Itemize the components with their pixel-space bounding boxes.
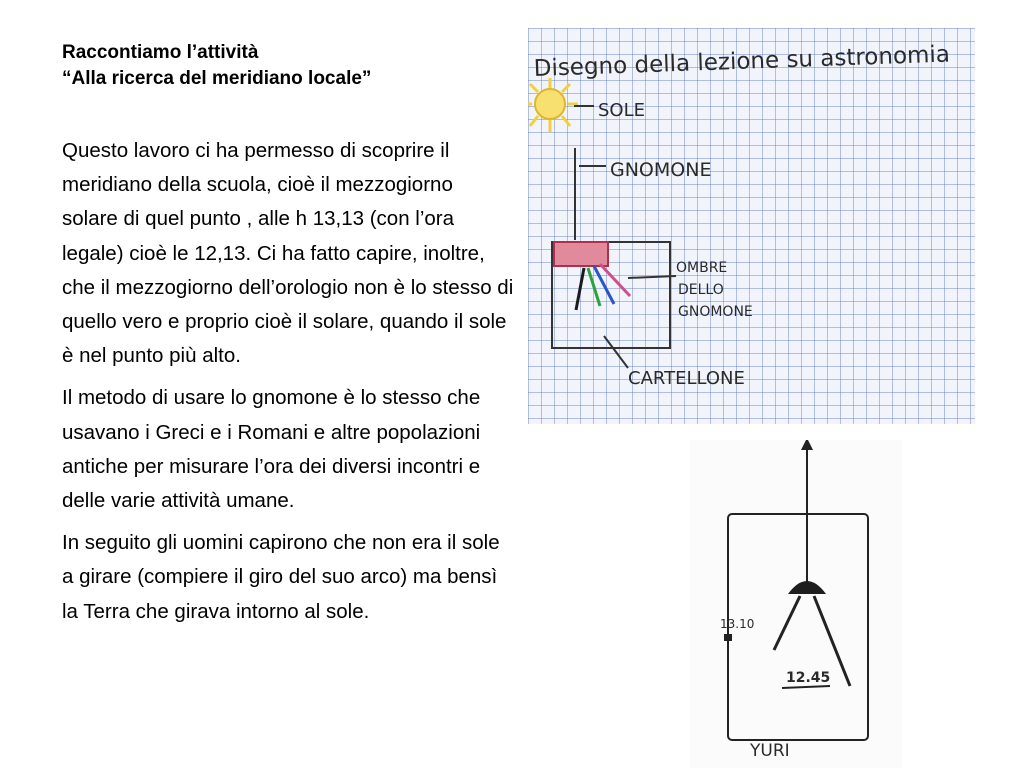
gnomon-shadows: [576, 264, 630, 310]
sundial-drawing-svg: [690, 440, 902, 768]
shadow-line-1: [774, 596, 800, 650]
lesson-drawing-title: Disegno della lezione su astronomia: [533, 41, 951, 82]
shadows-label-3: GNOMONE: [678, 304, 753, 320]
gnomon-dome: [788, 581, 826, 594]
time-label-1: 13.10: [720, 617, 755, 631]
gnomon-base: [554, 242, 608, 266]
slide-title: [62, 40, 512, 92]
time-mark-1: [724, 634, 732, 641]
poster-label: CARTELLONE: [628, 368, 745, 389]
paragraph-3: In seguito gli uomini capirono che non era il sole a girare (compiere il giro del suo arco) ma bensì la Terra che girava intorno al sole.: [62, 531, 500, 623]
sun-label: SOLE: [598, 100, 645, 121]
paragraph-2: Il metodo di usare lo gnomone è lo stesso che usavano i Greci e i Romani e altre popolazioni antiche per misurare l’ora dei diversi incontri e delle varie attività umane.: [62, 386, 481, 513]
time-label-2: 12.45: [786, 670, 831, 686]
lesson-drawing-svg: [528, 28, 975, 424]
slide-title-line-2: “Alla ricerca del meridiano locale”: [62, 68, 372, 89]
gnomon-label: GNOMONE: [610, 159, 712, 181]
arrow-up-icon: [801, 440, 813, 450]
sun-icon: [528, 78, 578, 132]
shadows-label-1: OMBRE: [676, 260, 728, 276]
slide-body: [62, 134, 514, 637]
lesson-drawing: [528, 28, 975, 424]
sundial-drawing: [690, 440, 902, 768]
slide-title-line-1: Raccontiamo l’attività: [62, 42, 259, 63]
signature: YURI: [750, 741, 790, 761]
shadows-label-2: DELLO: [678, 282, 724, 298]
paragraph-1: Questo lavoro ci ha permesso di scoprire il meridiano della scuola, cioè il mezzogiorno solare di quel punto , alle h 13,13 (con l’ora legale) cioè le 12,13. Ci ha fatto capire, inoltre, che il mezzogiorno dell’orologio non è lo stesso di quello vero e proprio cioè il solare, quando il sole è nel punto più alto.: [62, 139, 514, 368]
